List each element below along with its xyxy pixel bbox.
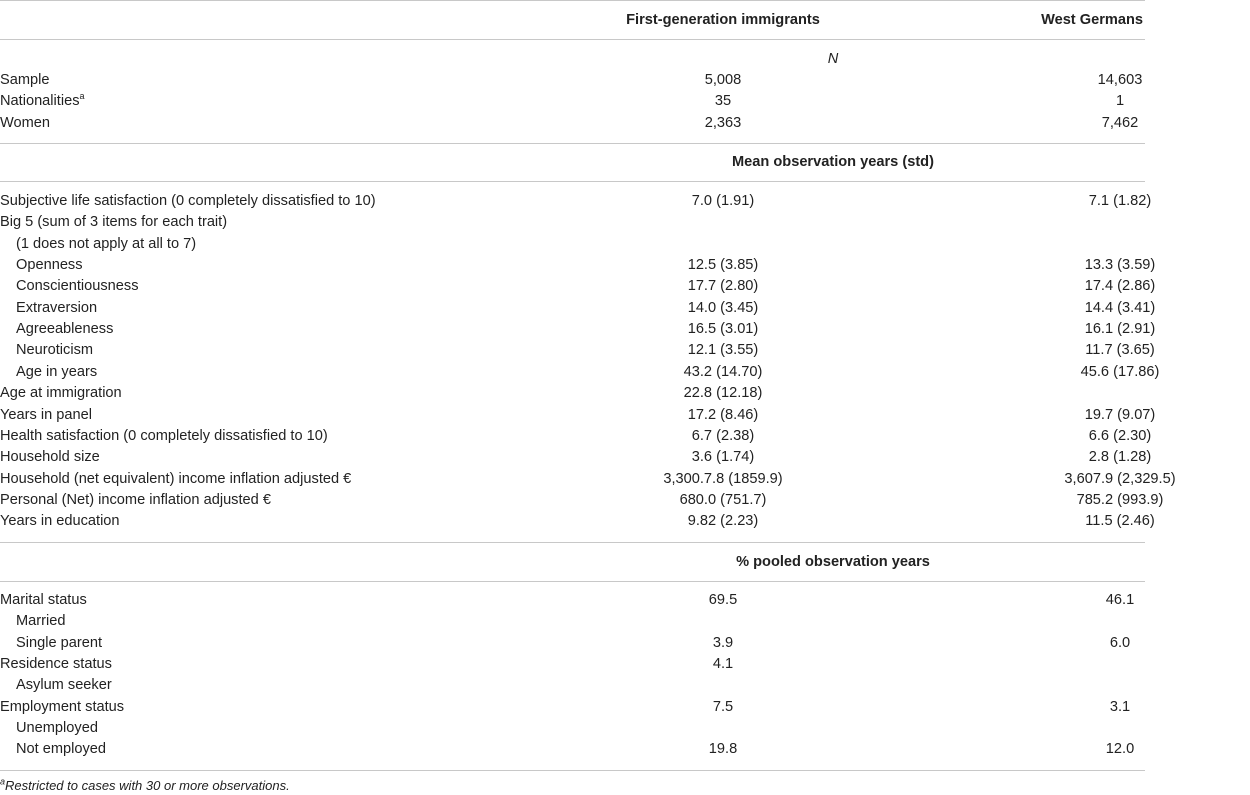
table-row (0, 362, 1160, 383)
cell-immigrants: 6.7 (2.38) (691, 427, 755, 444)
footnote: $^a$Restricted to cases with 30 or more observations. (0, 776, 290, 793)
row-label: Age in years (16, 363, 98, 380)
cell-west-germans: 14,603 (1097, 72, 1143, 88)
cell-immigrants: 3.9 (712, 634, 734, 651)
table-row (0, 633, 1145, 654)
cell-west-germans: 6.0 (1109, 634, 1131, 651)
cell-west-germans: 2.8 (1.28) (1088, 449, 1152, 466)
row-label: Subjective life satisfaction (0 completely dissatisfied to 10) (0, 193, 376, 209)
table-row (0, 191, 1152, 212)
section-rule (0, 143, 1145, 144)
table-row (0, 718, 1145, 739)
column-header-immigrants: First-generation immigrants (626, 12, 820, 28)
cell-immigrants: 2,363 (704, 115, 742, 131)
table-row (0, 91, 1145, 112)
cell-west-germans: 13.3 (3.59) (1084, 257, 1156, 274)
table-row (0, 113, 1145, 134)
row-label: Personal (Net) income inflation adjusted € (0, 491, 271, 508)
row-label: Health satisfaction (0 completely dissatisfied to 10) (0, 427, 328, 444)
row-label: Marital status (0, 592, 87, 608)
cell-immigrants: 7.0 (1.91) (691, 193, 755, 209)
row-label: Years in panel (0, 406, 92, 423)
row-label: Women (0, 115, 51, 131)
cell-west-germans: 7,462 (1101, 115, 1139, 131)
table-row (0, 697, 1145, 718)
cell-immigrants: 14.0 (3.45) (687, 299, 759, 316)
table-row (0, 234, 1145, 255)
row-label: Unemployed (16, 720, 98, 737)
table-row (0, 590, 1145, 611)
column-header-west-germans: West Germans (1041, 12, 1143, 28)
table-row (0, 469, 1176, 490)
table-top-rule (0, 0, 1145, 1)
row-label: Big 5 (sum of 3 items for each trait) (0, 214, 228, 231)
header-rule (0, 39, 1145, 40)
table-row (0, 511, 1155, 532)
table-row (0, 340, 1155, 361)
row-label: Openness (16, 257, 83, 274)
table-bottom-rule (0, 770, 1145, 771)
table-row (0, 276, 1156, 297)
table-row (0, 611, 1145, 632)
cell-immigrants: 3,300.7.8 (1859.9) (663, 470, 783, 487)
cell-west-germans: 11.5 (2.46) (1085, 513, 1155, 530)
table-row (0, 675, 1145, 696)
table-row (0, 298, 1156, 319)
row-label: Nationalities$^a$ (0, 91, 85, 109)
row-label: Agreeableness (16, 321, 114, 338)
cell-west-germans: 785.2 (993.9) (1076, 491, 1164, 508)
section-n-label: N (827, 51, 839, 67)
table-row (0, 654, 1145, 675)
footnote-marker: a (79, 91, 85, 102)
cell-west-germans: 11.7 (3.65) (1085, 342, 1155, 359)
cell-immigrants: 7.5 (712, 698, 734, 715)
table-row (0, 383, 1145, 404)
row-label: Employment status (0, 698, 125, 715)
section-pct-label: % pooled observation years (736, 554, 930, 570)
section-rule (0, 181, 1145, 182)
table-row (0, 319, 1156, 340)
table-row (0, 490, 1164, 511)
cell-immigrants: 22.8 (12.18) (683, 385, 763, 402)
row-label: Age at immigration (0, 385, 122, 402)
cell-immigrants: 19.8 (708, 741, 738, 758)
cell-west-germans: 6.6 (2.30) (1088, 427, 1152, 444)
row-label: Neuroticism (16, 342, 94, 359)
table-row (0, 426, 1152, 447)
row-label: Household size (0, 449, 100, 466)
cell-immigrants: 4.1 (712, 656, 734, 673)
cell-immigrants: 16.5 (3.01) (687, 321, 759, 338)
cell-west-germans: 12.0 (1105, 741, 1135, 758)
cell-immigrants: 35 (714, 93, 732, 109)
table-row (0, 212, 1145, 233)
table-row (0, 255, 1156, 276)
cell-west-germans: 45.6 (17.86) (1080, 363, 1160, 380)
cell-west-germans: 3,607.9 (2,329.5) (1064, 470, 1176, 487)
row-label: Single parent (16, 634, 103, 651)
cell-immigrants: 69.5 (708, 592, 738, 608)
row-label: (1 does not apply at all to 7) (16, 235, 197, 252)
cell-west-germans: 17.4 (2.86) (1084, 278, 1156, 295)
table-row (0, 739, 1145, 760)
cell-west-germans: 46.1 (1105, 592, 1135, 608)
cell-immigrants: 3.6 (1.74) (691, 449, 755, 466)
cell-west-germans: 16.1 (2.91) (1084, 321, 1156, 338)
section-rule (0, 581, 1145, 582)
table-row (0, 447, 1152, 468)
cell-immigrants: 43.2 (14.70) (683, 363, 763, 380)
cell-west-germans: 7.1 (1.82) (1088, 193, 1152, 209)
cell-immigrants: 12.1 (3.55) (687, 342, 759, 359)
row-label: Conscientiousness (16, 278, 139, 295)
row-label: Asylum seeker (16, 677, 112, 694)
row-label: Household (net equivalent) income inflation adjusted € (0, 470, 352, 487)
row-label: Years in education (0, 513, 120, 530)
row-label: Married (16, 613, 66, 630)
table-row (0, 405, 1156, 426)
cell-immigrants: 17.7 (2.80) (687, 278, 759, 295)
section-mean-label: Mean observation years (std) (732, 154, 934, 170)
cell-immigrants: 680.0 (751.7) (679, 491, 767, 508)
cell-immigrants: 9.82 (2.23) (687, 513, 759, 530)
row-label: Residence status (0, 656, 112, 673)
cell-immigrants: 12.5 (3.85) (687, 257, 759, 274)
row-label: Sample (0, 72, 50, 88)
cell-immigrants: 5,008 (704, 72, 742, 88)
section-rule (0, 542, 1145, 543)
cell-west-germans: 14.4 (3.41) (1084, 299, 1156, 316)
row-label: Not employed (16, 741, 107, 758)
table-row (0, 70, 1145, 91)
cell-west-germans: 19.7 (9.07) (1084, 406, 1156, 423)
row-label: Extraversion (16, 299, 98, 316)
cell-west-germans: 1 (1115, 93, 1125, 109)
cell-west-germans: 3.1 (1109, 698, 1131, 715)
footnote-marker: a (0, 776, 6, 787)
cell-immigrants: 17.2 (8.46) (687, 406, 759, 423)
